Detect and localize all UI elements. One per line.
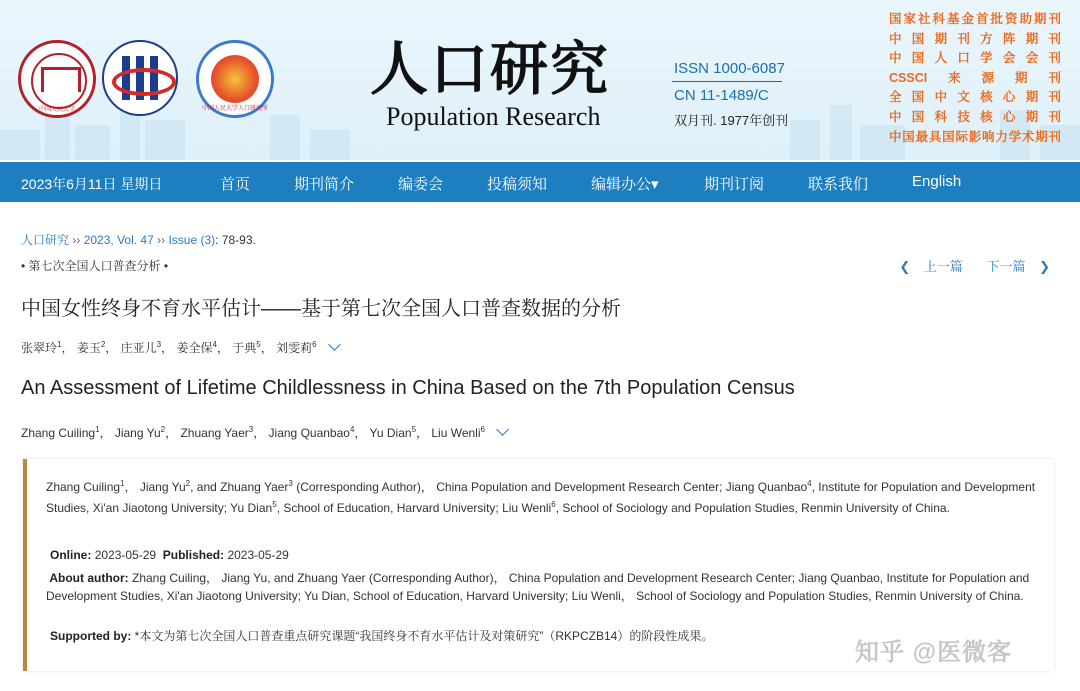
article-title-cn: 中国女性终身不育水平估计——基于第七次全国人口普查数据的分析: [21, 298, 621, 320]
population-research-journal-logo-icon[interactable]: 中国人民大学人口研究所: [196, 40, 274, 118]
journal-title-cn: 人口研究: [370, 35, 611, 103]
published-date: 2023-05-29: [227, 548, 289, 562]
publication-frequency: 双月刊. 1977年创刊: [674, 113, 789, 128]
author-affiliations: Zhang Cuiling$^1$， Jiang Yu$^2$, and Zhuang Yaer$^3$ (Corresponding Author)， China Population and Development Research Center; Jiang Quanbao$^4$, Institute for Population and Development Studies, Xi'an Jiaotong University; Yu Dian$^5$, School of Education, Harvard University; Liu Wenli$^6$, School of Sociology and Population Studies, Renmin University of China.: [46, 479, 1036, 515]
breadcrumb-separator: ››: [72, 233, 81, 247]
author-name[interactable]: 刘雯莉$^6$: [276, 340, 317, 355]
about-author-label: About author:: [49, 571, 129, 585]
nav-home[interactable]: 首页: [220, 176, 251, 193]
next-article-button[interactable]: [976, 259, 1050, 274]
honor-item: 中国科技核心期刊: [889, 109, 1061, 124]
about-author: [46, 570, 1041, 605]
published-label: Published:: [162, 548, 225, 562]
breadcrumb-journal-link[interactable]: 人口研究: [21, 233, 70, 247]
author-name[interactable]: Jiang Yu$^2$: [114, 425, 166, 440]
breadcrumb: [21, 231, 256, 248]
author-name[interactable]: Jiang Quanbao$^4$: [268, 425, 355, 440]
cn-number: CN 11-1489/C: [674, 87, 769, 104]
next-article-label: 下一篇: [986, 259, 1026, 274]
prev-article-label: 上一篇: [923, 259, 963, 274]
chevron-left-icon: ❮: [899, 259, 914, 274]
breadcrumb-issue-link[interactable]: Issue (3): [168, 233, 216, 247]
author-name[interactable]: Zhang Cuiling$^1$: [21, 425, 100, 440]
nav-submission-guide[interactable]: 投稿须知: [487, 176, 548, 193]
nav-subscription[interactable]: 期刊订阅: [704, 176, 765, 193]
nav-journal-intro[interactable]: 期刊简介: [294, 176, 355, 193]
author-name[interactable]: 姜全保$^4$: [176, 340, 217, 355]
breadcrumb-separator: ››: [157, 233, 166, 247]
supported-by-text: *本文为第七次全国人口普查重点研究课题“我国终身不育水平估计及对策研究”（RKPCZB14）的阶段性成果。: [134, 629, 714, 643]
population-institute-logo-icon[interactable]: [102, 40, 178, 116]
issn: ISSN 1000-6087: [674, 60, 785, 77]
breadcrumb-pages: : 78-93.: [215, 233, 256, 247]
nav-contact-us[interactable]: 联系我们: [808, 176, 869, 193]
article-title-en: An Assessment of Lifetime Childlessness in China Based on the 7th Population Census: [21, 377, 795, 399]
about-author-text: Zhang Cuiling， Jiang Yu, and Zhuang Yaer (Corresponding Author)， China Population and Development Research Center; Jiang Quanbao, Institute for Population and Development Studies, Xi'an Jiaotong University; Yu Dian, School of Education, Harvard University; Liu Wenli， School of Sociology and Population Studies, Renmin University of China.: [46, 571, 1030, 603]
article-column: • 第七次全国人口普查分析 •: [21, 259, 169, 273]
author-name[interactable]: 姜玉$^2$: [76, 340, 106, 355]
author-name[interactable]: 庄亚儿$^3$: [120, 340, 162, 355]
nav-english[interactable]: English: [912, 173, 962, 190]
journal-title-en: Population Research: [386, 102, 601, 131]
honor-item: 中国最具国际影响力学术期刊: [889, 129, 1061, 144]
funding-info: [50, 627, 713, 644]
honor-item: 中国期刊方阵期刊: [889, 31, 1061, 46]
author-name[interactable]: Yu Dian$^5$: [369, 425, 417, 440]
current-date: 2023年6月11日 星期日: [21, 176, 163, 192]
honor-item: CSSCI来源期刊: [889, 70, 1061, 85]
nav-editorial-office-dropdown[interactable]: 编辑办公▾: [591, 176, 659, 193]
prev-article-button[interactable]: [889, 259, 963, 274]
chevron-down-icon[interactable]: [496, 423, 509, 436]
chevron-right-icon: ❯: [1035, 259, 1050, 274]
author-name[interactable]: 于典$^5$: [232, 340, 261, 355]
author-list-en: Zhang Cuiling$^1$， Jiang Yu$^2$， Zhuang Yaer$^3$， Jiang Quanbao$^4$， Yu Dian$^5$， Liu Wenli$^6$: [21, 424, 507, 441]
supported-by-label: Supported by:: [50, 629, 132, 643]
online-date: 2023-05-29: [94, 548, 157, 562]
author-name[interactable]: Zhuang Yaer$^3$: [180, 425, 254, 440]
breadcrumb-volume-link[interactable]: 2023, Vol. 47: [83, 233, 154, 247]
author-name[interactable]: 张翠玲$^1$: [21, 340, 62, 355]
nav-editorial-board[interactable]: 编委会: [398, 176, 444, 193]
online-label: Online:: [50, 548, 92, 562]
watermark: 知乎 @医微客: [855, 639, 1013, 666]
author-list-cn: 张翠玲$^1$， 姜玉$^2$， 庄亚儿$^3$， 姜全保$^4$， 于典$^5$， 刘雯莉$^6$: [21, 339, 339, 356]
issn-divider: [672, 81, 782, 82]
chevron-down-icon[interactable]: [328, 338, 341, 351]
honor-item: 全国中文核心期刊: [889, 90, 1061, 105]
renmin-university-logo-icon[interactable]: 中国人民大学: [18, 40, 96, 118]
header-banner: [0, 0, 1080, 160]
article-pager: [879, 256, 1050, 275]
honor-item: 中国人口学会会刊: [889, 51, 1061, 66]
honor-item: 国家社科基金首批资助期刊: [889, 12, 1061, 26]
journal-honors-list: [889, 10, 1061, 147]
publication-dates: [50, 548, 289, 562]
main-navigation: [0, 162, 1080, 202]
author-name[interactable]: Liu Wenli$^6$: [431, 425, 485, 440]
